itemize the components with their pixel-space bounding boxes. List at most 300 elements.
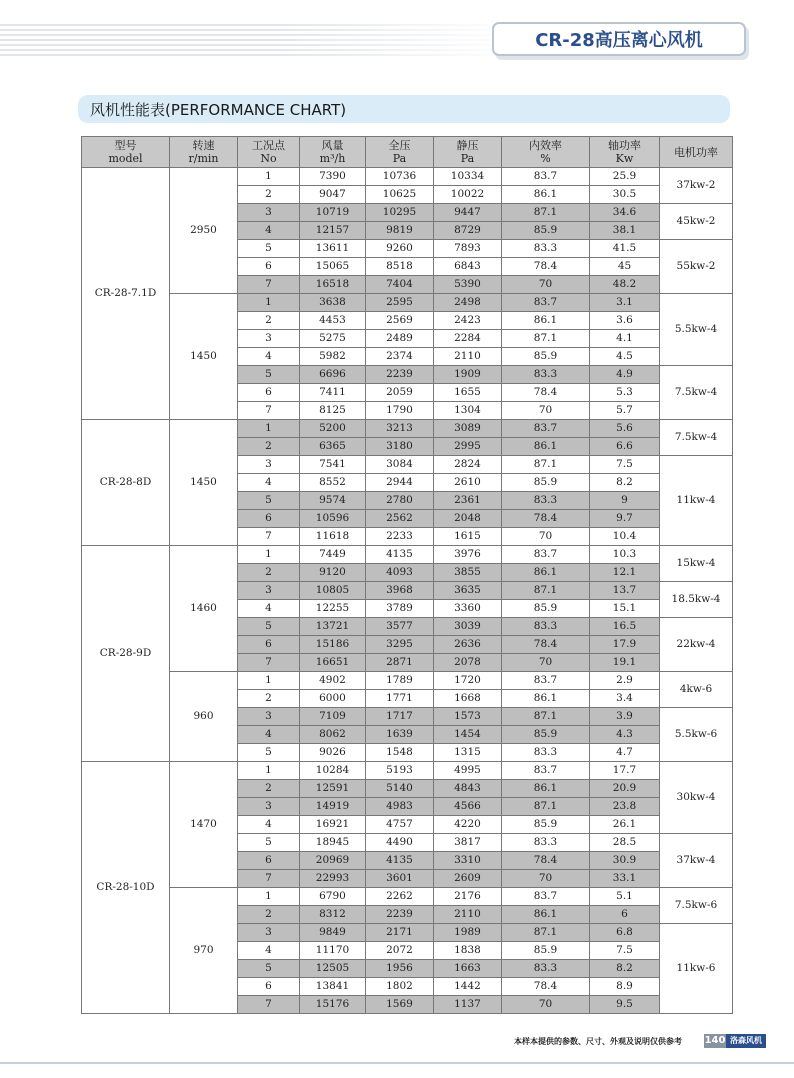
data-cell: 8312 <box>300 906 366 924</box>
data-cell: 1442 <box>434 978 502 996</box>
data-cell: 16518 <box>300 276 366 294</box>
data-cell: 86.1 <box>502 906 590 924</box>
motor-power-cell: 11kw-6 <box>660 924 733 1014</box>
data-cell: 11170 <box>300 942 366 960</box>
data-cell: 5 <box>238 618 300 636</box>
data-cell: 1548 <box>366 744 434 762</box>
data-cell: 4.7 <box>590 744 660 762</box>
data-cell: 45 <box>590 258 660 276</box>
data-cell: 6 <box>238 510 300 528</box>
data-cell: 2361 <box>434 492 502 510</box>
table-row <box>82 888 733 906</box>
data-cell: 2995 <box>434 438 502 456</box>
data-cell: 2171 <box>366 924 434 942</box>
data-cell: 5 <box>238 492 300 510</box>
data-cell: 4 <box>238 348 300 366</box>
table-row <box>82 294 733 312</box>
data-cell: 8518 <box>366 258 434 276</box>
data-cell: 2 <box>238 438 300 456</box>
data-cell: 9 <box>590 492 660 510</box>
motor-power-cell: 37kw-4 <box>660 834 733 888</box>
data-cell: 2078 <box>434 654 502 672</box>
data-cell: 1569 <box>366 996 434 1014</box>
table-row <box>82 546 733 564</box>
column-header-label: 风量 <box>321 139 344 152</box>
data-cell: 3039 <box>434 618 502 636</box>
data-cell: 85.9 <box>502 600 590 618</box>
table-row <box>82 168 733 186</box>
data-cell: 87.1 <box>502 708 590 726</box>
data-cell: 10022 <box>434 186 502 204</box>
motor-power-cell: 55kw-2 <box>660 240 733 294</box>
data-cell: 9120 <box>300 564 366 582</box>
data-cell: 10625 <box>366 186 434 204</box>
data-cell: 7449 <box>300 546 366 564</box>
data-cell: 26.1 <box>590 816 660 834</box>
data-cell: 13611 <box>300 240 366 258</box>
motor-power-cell: 7.5kw-6 <box>660 888 733 924</box>
data-cell: 6 <box>238 258 300 276</box>
data-cell: 6696 <box>300 366 366 384</box>
speed-cell: 1460 <box>170 546 238 672</box>
column-header <box>434 137 502 168</box>
data-cell: 12.1 <box>590 564 660 582</box>
data-cell: 78.4 <box>502 852 590 870</box>
data-cell: 83.3 <box>502 618 590 636</box>
data-cell: 6 <box>590 906 660 924</box>
data-cell: 87.1 <box>502 924 590 942</box>
data-cell: 1315 <box>434 744 502 762</box>
data-cell: 10.4 <box>590 528 660 546</box>
data-cell: 85.9 <box>502 222 590 240</box>
data-cell: 1655 <box>434 384 502 402</box>
data-cell: 5200 <box>300 420 366 438</box>
data-cell: 12591 <box>300 780 366 798</box>
data-cell: 7411 <box>300 384 366 402</box>
data-cell: 8729 <box>434 222 502 240</box>
column-header <box>590 137 660 168</box>
data-cell: 4983 <box>366 798 434 816</box>
data-cell: 1 <box>238 294 300 312</box>
data-cell: 2636 <box>434 636 502 654</box>
data-cell: 83.3 <box>502 366 590 384</box>
data-cell: 3360 <box>434 600 502 618</box>
data-cell: 4902 <box>300 672 366 690</box>
data-cell: 87.1 <box>502 456 590 474</box>
data-cell: 15176 <box>300 996 366 1014</box>
data-cell: 85.9 <box>502 942 590 960</box>
data-cell: 3310 <box>434 852 502 870</box>
data-cell: 85.9 <box>502 348 590 366</box>
data-cell: 12505 <box>300 960 366 978</box>
data-cell: 5 <box>238 744 300 762</box>
data-cell: 7404 <box>366 276 434 294</box>
data-cell: 23.8 <box>590 798 660 816</box>
data-cell: 5.7 <box>590 402 660 420</box>
column-header-unit: Kw <box>615 152 634 165</box>
data-cell: 5.3 <box>590 384 660 402</box>
speed-cell: 970 <box>170 888 238 1014</box>
column-header <box>82 137 170 168</box>
data-cell: 4220 <box>434 816 502 834</box>
data-cell: 4566 <box>434 798 502 816</box>
data-cell: 3 <box>238 330 300 348</box>
section-title: 风机性能表(PERFORMANCE CHART) <box>78 95 730 123</box>
data-cell: 10284 <box>300 762 366 780</box>
column-header-label: 工况点 <box>252 139 285 152</box>
data-cell: 6843 <box>434 258 502 276</box>
data-cell: 7893 <box>434 240 502 258</box>
data-cell: 7109 <box>300 708 366 726</box>
table-row <box>82 672 733 690</box>
data-cell: 9.7 <box>590 510 660 528</box>
column-header-label: 全压 <box>388 139 411 152</box>
data-cell: 4 <box>238 726 300 744</box>
data-cell: 5 <box>238 834 300 852</box>
column-header-unit: % <box>540 152 551 165</box>
data-cell: 4.1 <box>590 330 660 348</box>
data-cell: 2609 <box>434 870 502 888</box>
data-cell: 2072 <box>366 942 434 960</box>
data-cell: 3180 <box>366 438 434 456</box>
data-cell: 2 <box>238 312 300 330</box>
data-cell: 1304 <box>434 402 502 420</box>
data-cell: 78.4 <box>502 978 590 996</box>
data-cell: 16.5 <box>590 618 660 636</box>
data-cell: 22993 <box>300 870 366 888</box>
data-cell: 83.3 <box>502 492 590 510</box>
data-cell: 83.3 <box>502 834 590 852</box>
footer-divider <box>0 1062 794 1064</box>
data-cell: 85.9 <box>502 726 590 744</box>
data-cell: 3855 <box>434 564 502 582</box>
data-cell: 9819 <box>366 222 434 240</box>
data-cell: 1573 <box>434 708 502 726</box>
table-header-row <box>82 137 733 168</box>
data-cell: 83.7 <box>502 168 590 186</box>
data-cell: 2059 <box>366 384 434 402</box>
data-cell: 2562 <box>366 510 434 528</box>
data-cell: 3601 <box>366 870 434 888</box>
motor-power-cell: 4kw-6 <box>660 672 733 708</box>
data-cell: 25.9 <box>590 168 660 186</box>
data-cell: 2176 <box>434 888 502 906</box>
data-cell: 4 <box>238 942 300 960</box>
data-cell: 86.1 <box>502 780 590 798</box>
data-cell: 83.7 <box>502 888 590 906</box>
data-cell: 6 <box>238 978 300 996</box>
data-cell: 83.7 <box>502 546 590 564</box>
data-cell: 2.9 <box>590 672 660 690</box>
data-cell: 1771 <box>366 690 434 708</box>
data-cell: 2944 <box>366 474 434 492</box>
data-cell: 5275 <box>300 330 366 348</box>
column-header-label: 内效率 <box>529 139 562 152</box>
data-cell: 10736 <box>366 168 434 186</box>
data-cell: 16651 <box>300 654 366 672</box>
data-cell: 10.3 <box>590 546 660 564</box>
data-cell: 6 <box>238 852 300 870</box>
data-cell: 83.7 <box>502 420 590 438</box>
motor-power-cell: 5.5kw-4 <box>660 294 733 366</box>
motor-power-cell: 37kw-2 <box>660 168 733 204</box>
data-cell: 2110 <box>434 906 502 924</box>
column-header-label: 轴功率 <box>608 139 641 152</box>
data-cell: 3 <box>238 456 300 474</box>
data-cell: 8125 <box>300 402 366 420</box>
data-cell: 1789 <box>366 672 434 690</box>
data-cell: 78.4 <box>502 510 590 528</box>
data-cell: 7 <box>238 996 300 1014</box>
data-cell: 6 <box>238 384 300 402</box>
data-cell: 5 <box>238 366 300 384</box>
data-cell: 87.1 <box>502 798 590 816</box>
speed-cell: 1470 <box>170 762 238 888</box>
data-cell: 10295 <box>366 204 434 222</box>
data-cell: 4135 <box>366 546 434 564</box>
motor-power-cell: 45kw-2 <box>660 204 733 240</box>
motor-power-cell: 15kw-4 <box>660 546 733 582</box>
data-cell: 11618 <box>300 528 366 546</box>
data-cell: 4453 <box>300 312 366 330</box>
data-cell: 83.7 <box>502 672 590 690</box>
column-header <box>502 137 590 168</box>
data-cell: 2423 <box>434 312 502 330</box>
data-cell: 87.1 <box>502 204 590 222</box>
data-cell: 4757 <box>366 816 434 834</box>
data-cell: 3817 <box>434 834 502 852</box>
speed-cell: 1450 <box>170 420 238 546</box>
brand-label: 洛森风机 <box>726 1034 766 1048</box>
data-cell: 4843 <box>434 780 502 798</box>
data-cell: 1802 <box>366 978 434 996</box>
data-cell: 7.5 <box>590 456 660 474</box>
data-cell: 70 <box>502 276 590 294</box>
data-cell: 2239 <box>366 366 434 384</box>
data-cell: 3577 <box>366 618 434 636</box>
data-cell: 4 <box>238 474 300 492</box>
data-cell: 17.9 <box>590 636 660 654</box>
data-cell: 83.7 <box>502 294 590 312</box>
data-cell: 16921 <box>300 816 366 834</box>
data-cell: 3 <box>238 204 300 222</box>
motor-power-cell: 30kw-4 <box>660 762 733 834</box>
data-cell: 5982 <box>300 348 366 366</box>
data-cell: 83.3 <box>502 240 590 258</box>
speed-cell: 960 <box>170 672 238 762</box>
data-cell: 2 <box>238 906 300 924</box>
data-cell: 1668 <box>434 690 502 708</box>
data-cell: 13.7 <box>590 582 660 600</box>
speed-cell: 2950 <box>170 168 238 294</box>
data-cell: 1 <box>238 546 300 564</box>
data-cell: 4490 <box>366 834 434 852</box>
data-cell: 2824 <box>434 456 502 474</box>
motor-power-cell: 7.5kw-4 <box>660 420 733 456</box>
data-cell: 1790 <box>366 402 434 420</box>
data-cell: 4 <box>238 600 300 618</box>
speed-cell: 1450 <box>170 294 238 420</box>
column-header-unit: Pa <box>392 152 407 165</box>
motor-power-cell: 22kw-4 <box>660 618 733 672</box>
table-row <box>82 420 733 438</box>
data-cell: 10334 <box>434 168 502 186</box>
data-cell: 1717 <box>366 708 434 726</box>
data-cell: 86.1 <box>502 312 590 330</box>
data-cell: 83.7 <box>502 762 590 780</box>
data-cell: 4 <box>238 222 300 240</box>
table-row <box>82 762 733 780</box>
data-cell: 1 <box>238 420 300 438</box>
column-header <box>300 137 366 168</box>
data-cell: 3 <box>238 798 300 816</box>
data-cell: 83.3 <box>502 960 590 978</box>
data-cell: 2 <box>238 780 300 798</box>
data-cell: 1639 <box>366 726 434 744</box>
data-cell: 2048 <box>434 510 502 528</box>
data-cell: 9.5 <box>590 996 660 1014</box>
data-cell: 5.6 <box>590 420 660 438</box>
data-cell: 33.1 <box>590 870 660 888</box>
data-cell: 3.4 <box>590 690 660 708</box>
data-cell: 1 <box>238 168 300 186</box>
data-cell: 78.4 <box>502 384 590 402</box>
data-cell: 3213 <box>366 420 434 438</box>
column-header-label: 电机功率 <box>674 145 718 159</box>
data-cell: 3789 <box>366 600 434 618</box>
data-cell: 38.1 <box>590 222 660 240</box>
data-cell: 1956 <box>366 960 434 978</box>
data-cell: 9047 <box>300 186 366 204</box>
data-cell: 3295 <box>366 636 434 654</box>
column-header-label: 转速 <box>192 139 215 152</box>
column-header-label: 静压 <box>456 139 479 152</box>
data-cell: 86.1 <box>502 438 590 456</box>
data-cell: 15.1 <box>590 600 660 618</box>
data-cell: 4995 <box>434 762 502 780</box>
data-cell: 4.5 <box>590 348 660 366</box>
data-cell: 7 <box>238 276 300 294</box>
data-cell: 3 <box>238 924 300 942</box>
data-cell: 2233 <box>366 528 434 546</box>
data-cell: 13841 <box>300 978 366 996</box>
data-cell: 4 <box>238 816 300 834</box>
data-cell: 8552 <box>300 474 366 492</box>
model-cell: CR-28-8D <box>82 420 170 546</box>
data-cell: 1 <box>238 672 300 690</box>
data-cell: 9260 <box>366 240 434 258</box>
column-header-unit: No <box>260 152 277 165</box>
column-header <box>660 137 733 168</box>
data-cell: 8.2 <box>590 474 660 492</box>
data-cell: 7 <box>238 870 300 888</box>
header-decoration-lines <box>0 24 520 58</box>
data-cell: 5140 <box>366 780 434 798</box>
page-title: CR-28高压离心风机 <box>492 22 746 56</box>
data-cell: 8062 <box>300 726 366 744</box>
data-cell: 1137 <box>434 996 502 1014</box>
data-cell: 48.2 <box>590 276 660 294</box>
motor-power-cell: 5.5kw-6 <box>660 708 733 762</box>
data-cell: 9849 <box>300 924 366 942</box>
data-cell: 2 <box>238 186 300 204</box>
data-cell: 6365 <box>300 438 366 456</box>
page-number: 140 <box>704 1035 726 1046</box>
data-cell: 7541 <box>300 456 366 474</box>
data-cell: 70 <box>502 996 590 1014</box>
footer-disclaimer: 本样本提供的参数、尺寸、外观及说明仅供参考 <box>514 1037 682 1046</box>
data-cell: 10719 <box>300 204 366 222</box>
column-header <box>170 137 238 168</box>
data-cell: 4.3 <box>590 726 660 744</box>
data-cell: 6790 <box>300 888 366 906</box>
data-cell: 85.9 <box>502 474 590 492</box>
data-cell: 9574 <box>300 492 366 510</box>
data-cell: 17.7 <box>590 762 660 780</box>
data-cell: 3638 <box>300 294 366 312</box>
data-cell: 2 <box>238 690 300 708</box>
data-cell: 2498 <box>434 294 502 312</box>
model-cell: CR-28-7.1D <box>82 168 170 420</box>
data-cell: 87.1 <box>502 582 590 600</box>
data-cell: 1663 <box>434 960 502 978</box>
data-cell: 2489 <box>366 330 434 348</box>
data-cell: 4135 <box>366 852 434 870</box>
data-cell: 3089 <box>434 420 502 438</box>
data-cell: 1720 <box>434 672 502 690</box>
data-cell: 20.9 <box>590 780 660 798</box>
data-cell: 10805 <box>300 582 366 600</box>
model-cell: CR-28-9D <box>82 546 170 762</box>
data-cell: 8.2 <box>590 960 660 978</box>
data-cell: 85.9 <box>502 816 590 834</box>
model-cell: CR-28-10D <box>82 762 170 1014</box>
motor-power-cell: 11kw-4 <box>660 456 733 546</box>
data-cell: 70 <box>502 870 590 888</box>
data-cell: 41.5 <box>590 240 660 258</box>
data-cell: 6.6 <box>590 438 660 456</box>
data-cell: 9026 <box>300 744 366 762</box>
data-cell: 70 <box>502 402 590 420</box>
data-cell: 10596 <box>300 510 366 528</box>
column-header <box>366 137 434 168</box>
data-cell: 70 <box>502 528 590 546</box>
data-cell: 18945 <box>300 834 366 852</box>
column-header <box>238 137 300 168</box>
data-cell: 2780 <box>366 492 434 510</box>
data-cell: 86.1 <box>502 690 590 708</box>
data-cell: 3976 <box>434 546 502 564</box>
data-cell: 7 <box>238 402 300 420</box>
data-cell: 3.1 <box>590 294 660 312</box>
data-cell: 3.9 <box>590 708 660 726</box>
data-cell: 70 <box>502 654 590 672</box>
data-cell: 2871 <box>366 654 434 672</box>
column-header-unit: model <box>108 152 143 165</box>
data-cell: 3.6 <box>590 312 660 330</box>
data-cell: 8.9 <box>590 978 660 996</box>
data-cell: 2595 <box>366 294 434 312</box>
column-header-unit: r/min <box>188 152 219 165</box>
data-cell: 2110 <box>434 348 502 366</box>
data-cell: 3968 <box>366 582 434 600</box>
data-cell: 6 <box>238 636 300 654</box>
data-cell: 12157 <box>300 222 366 240</box>
column-header-unit: m³/h <box>319 152 346 165</box>
data-cell: 1909 <box>434 366 502 384</box>
data-cell: 20969 <box>300 852 366 870</box>
data-cell: 19.1 <box>590 654 660 672</box>
